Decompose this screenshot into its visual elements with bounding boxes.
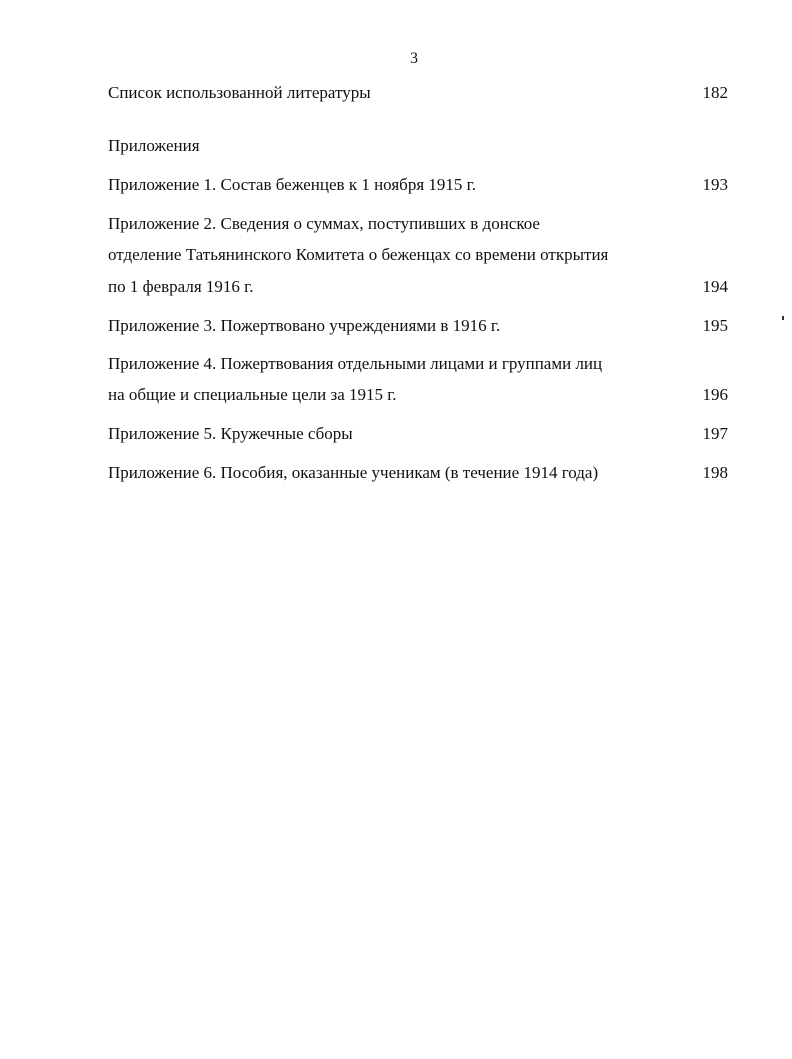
scan-edge-mark — [782, 316, 784, 320]
toc-entry-title: Приложение 3. Пожертвовано учреждениями в 1916 г. — [108, 316, 501, 335]
toc-entry-page: 193 — [702, 175, 728, 194]
toc-entry-page: 195 — [702, 316, 728, 335]
section-heading-text: Приложения — [108, 136, 200, 155]
toc-entry-page: 194 — [702, 277, 728, 296]
toc-entry-title: Приложение 2. Сведения о суммах, поступивших в донское — [108, 214, 540, 233]
toc-entry-page: 197 — [702, 424, 728, 443]
toc-entry-title: Приложение 6. Пособия, оказанные ученикам (в течение 1914 года) — [108, 463, 599, 482]
page-number: 3 — [410, 50, 418, 67]
toc-entry-title-continued: отделение Татьянинского Комитета о беженцах со времени открытия — [108, 245, 609, 264]
toc-entry-title-continued: на общие и специальные цели за 1915 г. — [108, 385, 397, 404]
toc-entry-title: Приложение 1. Состав беженцев к 1 ноября 1915 г. — [108, 175, 476, 194]
toc-entry-page: 196 — [702, 385, 728, 404]
toc-entry-title: Приложение 5. Кружечные сборы — [108, 424, 353, 443]
toc-entry-page: 182 — [702, 83, 728, 102]
toc-entry-title: Список использованной литературы — [108, 83, 371, 102]
toc-entry-page: 198 — [702, 463, 728, 482]
toc-entry-title: Приложение 4. Пожертвования отдельными лицами и группами лиц — [108, 354, 603, 373]
toc-entry-title-continued: по 1 февраля 1916 г. — [108, 277, 254, 296]
